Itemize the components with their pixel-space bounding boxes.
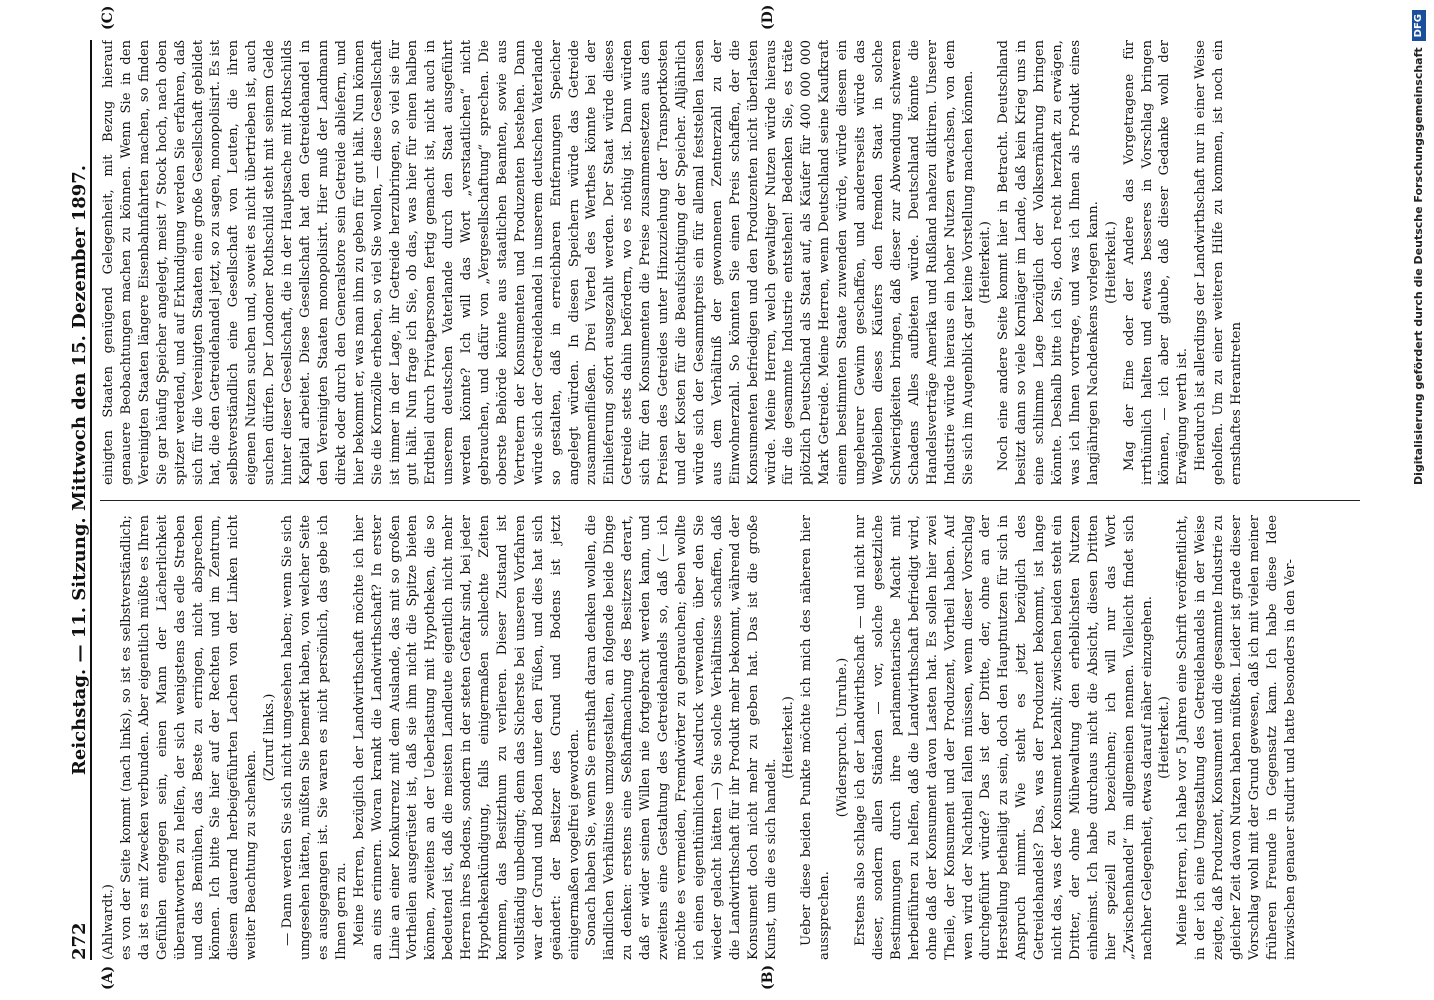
column-divider bbox=[100, 500, 1360, 501]
page-number: 272 bbox=[69, 922, 90, 960]
left-column-paragraph: Meine Herren, ich habe vor 5 Jahren eine Schrift veröffentlicht, in der ich eine Umgestaltung des Getreidehandels in der Weise zeigte, daß Produzent, Konsument und die gesammte Industrie zu gleicher Zeit davon Nutzen haben müßten. Leider ist grade dieser Vorschlag wohl mit der Grund gewesen, daß ich mit vielen meiner früheren Freunde in Gegensatz kam. Ich habe diese Idee inzwischen genauer studirt und hatte besonders in den Ver- bbox=[1175, 515, 1298, 960]
right-column-paragraph: Noch eine andere Seite kommt hier in Betracht. Deutschland besitzt dann so viele Kornläger im Lande, daß kein Krieg uns in eine schlimme Lage bezüglich der Volksernährung bringen könnte. Deshalb bitte ich Sie, doch recht herzhaft zu erwägen, was ich Ihnen vortrage, und was ich Ihnen als Produkt eines langjährigen Nachdenkens vorlegen kann. bbox=[996, 40, 1101, 485]
left-column-paragraph: (Zuruf links.) bbox=[262, 693, 278, 782]
left-column-paragraph: Ueber diese beiden Punkte möchte ich mich des näheren hier aussprechen. bbox=[799, 515, 833, 960]
right-column-paragraph: Hierdurch ist allerdings der Landwirthschaft nur in einer Weise geholfen. Um zu einer weiteren Hilfe zu kommen, ist noch ein ernsthaftes Herantreten bbox=[1193, 40, 1245, 485]
margin-marker-c: (C) bbox=[100, 5, 116, 30]
left-column-paragraph: Sonach haben Sie, wenn Sie ernsthaft daran denken wollen, die ländlichen Verhältnisse umzugestalten, an folgende beide Dinge zu denken: erstens eine Seßhaftmachung des Besitzers derart, daß er wider seinen Willen nie fortgebracht werden kann, und zweitens eine Gestaltung des Getreidehandels so, daß (— ich möchte es vermeiden, Fremdwörter zu gebrauchen; eben wollte ich einen eigenthümlichen Ausdruck verwenden, über den Sie wieder gelacht hätten —) Sie solche Verhältnisse schaffen, daß die Landwirthschaft für ihr Produkt mehr bekommt, während der Konsument doch nicht mehr zu geben hat. Das ist die große Kunst, um die es sich handelt. bbox=[584, 515, 779, 960]
page-title: Reichstag. — 11. Sitzung. Mittwoch den 15. Dezember 1897. bbox=[69, 164, 90, 776]
right-column-paragraph: Mag der Eine oder der Andere das Vorgetragene für irrthümlich halten und etwas besseres in Vorschlag bringen können, — ich aber glaube, daß dieser Gedanke wohl der Erwägung werth ist. bbox=[1121, 40, 1191, 485]
dfg-logo: DFG bbox=[1412, 10, 1426, 41]
right-column-paragraph: einigten Staaten genügend Gelegenheit, mit Bezug hierauf genauere Beobachtungen machen zu können. Wenn Sie in den Vereinigten Staaten längere Eisenbahnfahrten machen, so finden Sie gar häufig Speicher angelegt, meist 7 Stock hoch, nach oben spitzer werdend, und auf Erkundigung werden Sie erfahren, daß sich für die Vereinigten Staaten eine große Gesellschaft gebildet hat, die den Getreidehandel jetzt, so zu sagen, monopolisirt. Es ist selbstverständlich eine Gesellschaft von Leuten, die ihren eigenen Nutzen suchen und, soweit es nicht übertrieben ist, auch suchen dürfen. Der Londoner Rothschild steht mit seinem Gelde hinter dieser Gesellschaft, die in der Hauptsache mit Rothschilds Kapital arbeitet. Diese Gesellschaft hat den Getreidehandel in den Vereinigten Staaten monopolisirt. Hier muß der Landmann direkt oder durch den Generalstore sein Getreide abliefern, und hier bekommt er, was man ihm zu geben für gut hält. Nun können Sie die Kornzölle erheben, so viel Sie wollen, — diese Gesellschaft ist immer in der Lage, ihr Getreide herzubringen, so viel sie für gut hält. Nun frage ich Sie, ob das, was hier für einen halben Erdtheil durch Privatpersonen fertig gemacht ist, nicht auch in unserem deutschen Vaterlande durch den Staat ausgeführt werden könnte? Ich will das Wort „verstaatlichen“ nicht gebrauchen, und dafür von „Vergesellschaftung“ sprechen. Die oberste Behörde könnte aus staatlichen Beamten, sowie aus Vertretern der Konsumenten und Produzenten bestehen. Dann würde sich der Getreidehandel in unserem deutschen Vaterlande so gestalten, daß in erreichbaren Entfernungen Speicher angelegt würden. In diesen Speichern würde das Getreide zusammenfließen. Drei Viertel des Werthes könnte bei der Einlieferung sofort ausgezahlt werden. Der Staat würde dieses Getreide stets dahin befördern, wo es nöthig ist. Dann würden sich für den Konsumenten die Preise zusammensetzen aus den Preisen des Getreides unter Hinzuziehung der Transportkosten und der Kosten für die Beaufsichtigung der Speicher. Alljährlich würde sich der Gesammtpreis ein für allemal feststellen lassen aus dem Verhältniß der gewonnenen Zentnerzahl zu der Einwohnerzahl. So könnten Sie einen Preis schaffen, der die Konsumenten befriedigen und den Produzenten nicht überlasten würde. Meine Herren, welch gewaltiger Nutzen würde hieraus für die gesammte Industrie entstehen! Bedenken Sie, es träte plötzlich Deutschland als Staat auf, als Käufer für 400 000 000 Mark Getreide. Meine Herren, wenn Deutschland seine Kaufkraft einem bestimmten Staate zuwenden würde, würde diesem ein ungeheurer Gewinn geschaffen, und andererseits würde das Wegbleiben dieses Käufers den fremden Staat in solche Schwierigkeiten bringen, daß dieser zur Abwendung schweren Schadens Alles aufbieten würde. Deutschland könnte die Handelsverträge Amerika und Rußland nahezu diktiren. Unserer Industrie würde hieraus ein hoher Nutzen erwachsen, von dem Sie sich im Augenblick gar keine Vorstellung machen können. bbox=[101, 40, 976, 485]
watermark-text: Digitalisierung gefördert durch die Deutsche Forschungsgemeinschaft bbox=[1412, 47, 1425, 486]
page-header bbox=[60, 40, 92, 960]
text-columns bbox=[100, 40, 1360, 960]
left-column-paragraph: — Dann werden Sie sich nicht umgesehen haben; wenn Sie sich umgesehen hätten, müßten Sie bemerkt haben, von welcher Seite es ausgegangen ist. Sie waren es nicht persönlich, das gebe ich Ihnen gern zu. bbox=[280, 515, 349, 960]
left-column bbox=[100, 515, 1360, 960]
right-column-paragraph: (Heiterkeit.) bbox=[1103, 221, 1119, 304]
watermark-text-wrapper bbox=[1408, 10, 1430, 990]
margin-marker-a: (A) bbox=[100, 965, 116, 990]
margin-marker-d: (D) bbox=[760, 4, 776, 30]
left-column-paragraph: Erstens also schlage ich der Landwirthschaft — und nicht nur dieser, sondern allen Ständen — vor, solche gesetzliche Bestimmungen durch ihre parlamentarische Macht mit herbeiführen zu helfen, daß die Landwirthschaft befriedigt wird, ohne daß der Konsument davon Lasten hat. Es sollen hier zwei Theile, der Konsument und der Produzent, Vortheil haben. Auf wen wird der Nachtheil fallen müssen, wenn dieser Vorschlag durchgeführt würde? Das ist der Dritte, der, ohne an der Herstellung betheiligt zu sein, doch den Hauptnutzen für sich in Anspruch nimmt. Wie steht es jetzt bezüglich des Getreidehandels? Das, was der Produzent bekommt, ist lange nicht das, was der Konsument bezahlt; zwischen beiden steht ein Dritter, der ohne Mühewaltung den erheblichsten Nutzen einheimst. Ich habe durchaus nicht die Absicht, diesen Dritten hier speziell zu bezeichnen; ich will nur das Wort „Zwischenhandel“ im allgemeinen nennen. Vielleicht findet sich nachher Gelegenheit, etwas darauf näher einzugehen. bbox=[853, 515, 1155, 960]
left-column-paragraph: Meine Herren, bezüglich der Landwirthschaft möchte ich hier an eins erinnern. Woran krankt die Landwirthschaft? In erster Linie an einer Konkurrenz mit dem Auslande, das mit so großen Vortheilen ausgerüstet ist, daß sie ihm nicht die Spitze bieten können, zweitens an der Ueberlastung mit Hypotheken, die so bedeutend ist, daß die meisten Landleute eigentlich nicht mehr Herren ihres Bodens, sondern in der steten Gefahr sind, bei jeder Hypothekenkündigung, falls einigermaßen schlechte Zeiten kommen, das Besitzthum zu verlieren. Dieser Zustand ist vollständig unbedingt; denn das Sicherste bei unseren Vorfahren war der Grund und Boden unter den Füßen, und dies hat sich geändert: der Besitzer des Grund und Bodens ist jetzt einigermaßen vogelfrei geworden. bbox=[351, 515, 582, 960]
left-column-paragraph: (Ahlwardt.) bbox=[101, 884, 116, 960]
left-column-paragraph: (Heiterkeit.) bbox=[781, 696, 797, 779]
left-column-paragraph: es von der Seite kommt (nach links), so ist es selbstverständlich; da ist es mit Zwecken verbunden. Aber eigentlich müßte es Ihren Gefühlen entgegen sein, einen Mann der Lächerlichkeit überantworten zu helfen, der sich wenigstens das edle Streben und das Bemühen, das Beste zu erringen, nicht absprechen können. Ich bitte Sie hier auf der Rechten und im Zentrum, diesem dauernd herbeigeführten Lachen von der Linken nicht weiter Beachtung zu schenken. bbox=[118, 515, 260, 960]
right-column-paragraph: (Heiterkeit.) bbox=[978, 221, 994, 304]
left-column-paragraph: (Heiterkeit.) bbox=[1157, 696, 1173, 779]
watermark bbox=[1408, 10, 1430, 990]
left-column-paragraph: (Widerspruch. Unruhe.) bbox=[835, 657, 851, 818]
margin-marker-b: (B) bbox=[760, 964, 776, 990]
right-column bbox=[100, 40, 1360, 485]
